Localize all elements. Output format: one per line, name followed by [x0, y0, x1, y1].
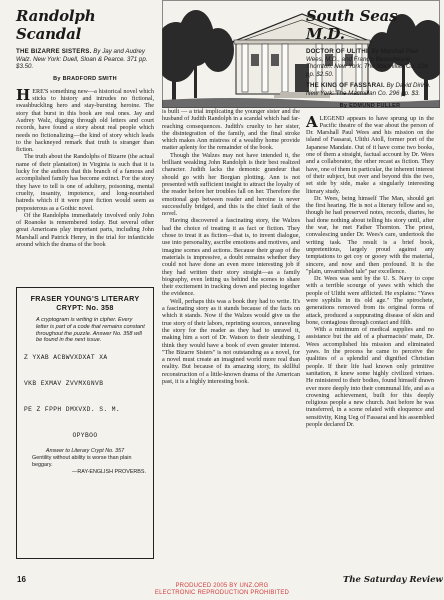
crypt-title: FRASER YOUNG'S LITERARY CRYPT: No. 358 [30, 294, 140, 312]
crypt-answer-label: Answer to Literary Crypt No. 357 [45, 448, 125, 455]
drop-cap: H [16, 85, 31, 104]
magazine-name: The Saturday Review [343, 575, 443, 585]
produced-notice: PRODUCED 2005 BY UNZ.ORG [175, 583, 269, 589]
book-title: THE KING OF FASSARAI. [306, 82, 385, 90]
paragraph: ALEGEND appears to have sprung up in the Pacific theatre of the war about the person of Dr. Marshall Paul Wees and his mission on the island of Fassarai, Ulithi Atoll, former port of the Japanese Mandate. Out of it have come two books, one of them a straight, factual account by Dr. Wees and a collaborator, the other recast as fiction. They have, one of them in particular, the inherent interest of their subject, but over and beyond this the two, set side by side, make a singularly interesting literary study. [306, 112, 434, 195]
literary-crypt-box [16, 287, 154, 559]
article-body-right [306, 112, 434, 429]
paragraph: HERE'S something new—a historical novel which sticks to history and intrudes no fictional, swashbuckling hero and stay-bursting heroine. The story that burst in this book are real ones. Jay and Audrey Walz, digging through old letters and court records, have found a story about real people which needs no fictionalizing—the kind of story which leads to the hackneyed remark that truth is stranger than fiction. [16, 85, 154, 154]
book-credit: By David Dirine. New York: The Macmillan Co. 296 pp. $3. [306, 82, 431, 97]
paragraph: Having discovered a fascinating story, the Walzes had the choice of treating it as fact or fiction. They chose to treat it as fiction—that is, to invent dialogue, use into personality, ascribe emotions and motives, and imagine scenes and actions. Because their grasp of the materials is impressive, a doubt remains whether they could not have done an even more interesting job if they had written their story straight—as a family biography, even letting us behind the scenes to share their excitement in tracking down and piecing together the evidence. [162, 217, 300, 298]
byline-right: By EDMUND FULLER [339, 102, 401, 109]
book-info-right-1 [306, 48, 434, 78]
crypt-line: PE Z FPPH DMXVXD. S. M. [24, 406, 121, 414]
book-info-left [16, 48, 154, 71]
paragraph: Dr. Wees, being himself The Man, should get the first hearing. He is not a literary fellow and so, though he had preserved notes, records, diaries, he had done nothing about telling his story until, after the war, he met Father Thornton. The priest, convalescing under Dr. Wees's care, undertook the writing task. The result is a brief book, unpretentious, largely proud against any temptations to get coy or gooey with the material, sincere, and now and then profound. It is the "plain, unvarnished tale" par excellence. [306, 194, 434, 275]
paragraph: With a minimum of medical supplies and no assistance but the aid of a pharmacists' mate, Dr. Wees accomplished his mission and eliminated yaws. In the process he came to perceive the qualities of a splendid and dignified Christian people. If their life had known only primitive sanitation, it knew some highly civilized virtues. He ministered to their bodies, found himself drawn ever more deeply into their communal life, and as a crowning achievement, built for this deeply religious people a new church. Just before he was transferred, in a scene related with eloquence and sensitivity, King Ueg of Fassarai and his assembled people declared Dr. [306, 326, 434, 429]
page-number: 16 [17, 575, 26, 584]
middle-column [162, 108, 300, 385]
book-title: DOCTOR OF ULITHI. [306, 48, 370, 55]
prohibited-notice: ELECTRONIC REPRODUCTION PROHIBITED [154, 590, 290, 596]
crypt-solution: Gentility without ability is worse than plain beggary. [32, 455, 132, 469]
paragraph: Though the Walzes may not have intended it, the brilliant weakling John Randolph is their best realized character. Judith lacks the demonic grandeur that should go with her Borgian plotting. Ann is not presented with sufficient insight to attract the loyalty of the reader before her troubles fall on her. Therefore the emotional gap between reader and heroine is never successfully bridged, and this is the chief fault of the novel. [162, 151, 300, 218]
article-body-left [16, 85, 154, 249]
paragraph: Well, perhaps this was a book they had to write. It's a fascinating story as it stands because of the facts on which it stands. Now if the Walzes would give us the true story of their labors, reprinting sources, unraveling the story for the reader as they had to unravel it, making him a sort of Dr. Watson to their sleuthing, I think they would have a book of even greater interest. "The Bizarre Sisters" is not outstanding as a novel, for a novel must create an imagined world more real than reality. But because of its amazing story, its skillful reconstruction of a little-known drama of the American past, it is a highly interesting book. [162, 297, 300, 385]
drop-cap: A [306, 112, 318, 131]
headline-left: Randolph Scandal [16, 7, 96, 43]
paragraph: The truth about the Randolphs of Bizarre (the actual name of their plantation) in Virginia is such that it is lucky for the authors that this branch of a famous and accomplished family has become extinct. For the story they have to tell is one of adultery, poisoning, mental cruelty, insanity, impotence, and long-nourished hatreds which if it were pure fiction would seem as preposterous as a Gothic novel. [16, 153, 154, 212]
left-column [16, 0, 154, 248]
headline-right: South Seas M.D. [306, 7, 398, 43]
paragraph: Dr. Wees was sent by the U. S. Navy to cope with a terrible scourge of yaws with which the people of Ulithi were afflicted. He explains: "Yaws were syphilis in its old age." The spirochete, generations removed from its original forms of attack, produced a suppurating disease of skin and bone, contagious through contact and filth. [306, 275, 434, 326]
paragraph: Of the Randolphs immediately involved only John of Roanoke is remembered today. But several other great Americans play important parts, including John Marshall and Patrick Henry, in the trial for infanticide around which the drama of the book [16, 211, 154, 249]
book-credit: By Jay and Audrey Walz. New York: Duell, Sloan & Pearce. 371 pp. $3.50. [16, 48, 148, 71]
book-credit: By Marshall Paul Wees, M.D., and Francis Beauchesne Thornton. New York: The Macmillan Co. 128 pp. $2.50. [306, 48, 428, 78]
right-column [306, 0, 434, 428]
page-footer [0, 567, 444, 599]
crypt-line: VKB EXMAV ZVVMXGNVB [24, 380, 104, 388]
crypt-intro: A cryptogram is writing in cipher. Every letter is part of a code that remains constant throughout the puzzle. Answer No. 358 will be found in the next issue. [36, 317, 145, 344]
crypt-line: OPYBOO [72, 432, 98, 440]
crypt-signature: —RAY-ENGLISH PROVERBS. [72, 469, 146, 476]
paragraph: is built — a trial implicating the younger sister and the husband of Judith Randolph in a scandal which had far-reaching consequences. Judith's cruelty to her sister, the disintegration of the family, and the final stroke which makes Ann mistress of a wealthy home provide matter aplenty for the remainder of the book. [162, 108, 300, 152]
byline-left: By BRADFORD SMITH [53, 75, 117, 82]
book-title: THE BIZARRE SISTERS. [16, 48, 92, 55]
crypt-line: Z YXAB ACBWVXDXAT XA [24, 354, 108, 362]
book-info-right-2 [306, 82, 434, 97]
